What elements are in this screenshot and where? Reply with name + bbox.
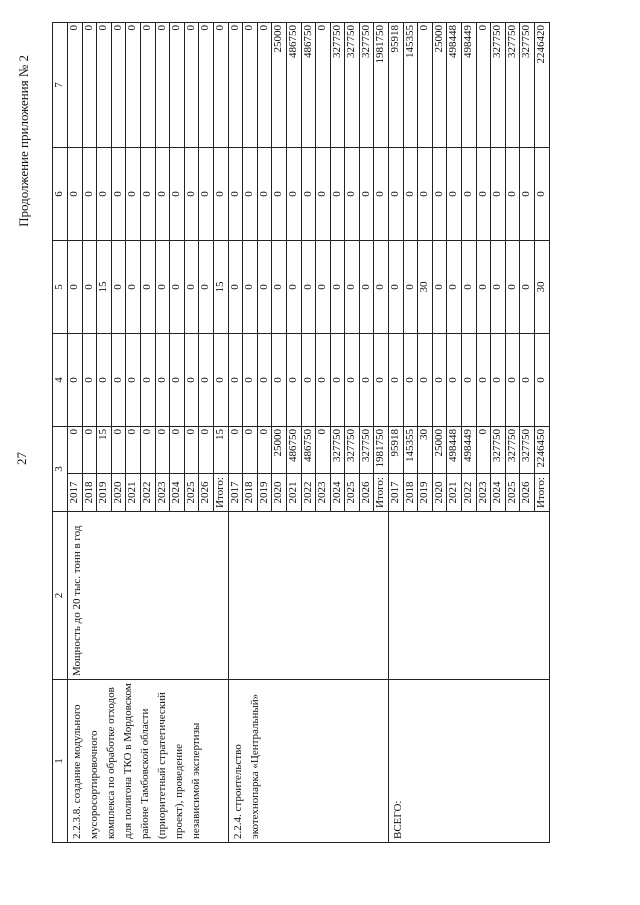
col3-value: 0 xyxy=(257,427,272,474)
col3-value: 486750 xyxy=(301,427,316,474)
year-cell: 2024 xyxy=(170,474,185,512)
col3-value: 0 xyxy=(170,427,185,474)
col4-value: 0 xyxy=(418,334,433,427)
col7-value: 327750 xyxy=(505,23,520,148)
col4-value: 0 xyxy=(140,334,155,427)
col5-value: 0 xyxy=(476,241,491,334)
col4-value: 0 xyxy=(491,334,506,427)
col5-value: 0 xyxy=(257,241,272,334)
col7-value: 0 xyxy=(140,23,155,148)
col7-value: 0 xyxy=(257,23,272,148)
year-cell: 2020 xyxy=(111,474,126,512)
year-cell: 2018 xyxy=(403,474,418,512)
year-cell: 2020 xyxy=(432,474,447,512)
col4-value: 0 xyxy=(316,334,331,427)
col3-value: 0 xyxy=(316,427,331,474)
col4-value: 0 xyxy=(213,334,228,427)
col3-value: 0 xyxy=(243,427,258,474)
col6-value: 0 xyxy=(505,148,520,241)
section-description xyxy=(389,512,550,680)
col6-value: 0 xyxy=(447,148,462,241)
year-cell: 2025 xyxy=(345,474,360,512)
col6-value: 0 xyxy=(286,148,301,241)
col3-value: 498449 xyxy=(462,427,477,474)
section-description: Мощность до 20 тыс. тонн в год xyxy=(68,512,229,680)
col7-value: 327750 xyxy=(330,23,345,148)
col6-value: 0 xyxy=(68,148,83,241)
year-cell: Итого: xyxy=(213,474,228,512)
col3-value: 327750 xyxy=(505,427,520,474)
col6-value: 0 xyxy=(213,148,228,241)
col7-value: 0 xyxy=(184,23,199,148)
year-cell: 2026 xyxy=(520,474,535,512)
table-row xyxy=(228,23,243,843)
year-cell: 2019 xyxy=(257,474,272,512)
col6-value: 0 xyxy=(535,148,550,241)
col7-value: 0 xyxy=(126,23,141,148)
col5-value: 30 xyxy=(418,241,433,334)
col6-value: 0 xyxy=(184,148,199,241)
year-cell: 2017 xyxy=(389,474,404,512)
col5-value: 0 xyxy=(301,241,316,334)
col7-value: 95918 xyxy=(389,23,404,148)
col7-value: 2246420 xyxy=(535,23,550,148)
col3-value: 0 xyxy=(228,427,243,474)
col5-value: 0 xyxy=(184,241,199,334)
year-cell: 2019 xyxy=(418,474,433,512)
col6-value: 0 xyxy=(476,148,491,241)
col6-value: 0 xyxy=(316,148,331,241)
col-header-2: 2 xyxy=(53,512,68,680)
col3-value: 0 xyxy=(140,427,155,474)
page-number: 27 xyxy=(14,452,29,465)
year-cell: 2017 xyxy=(68,474,83,512)
col4-value: 0 xyxy=(243,334,258,427)
col4-value: 0 xyxy=(330,334,345,427)
col7-value: 0 xyxy=(476,23,491,148)
col3-value: 15 xyxy=(97,427,112,474)
col6-value: 0 xyxy=(491,148,506,241)
col7-value: 1981750 xyxy=(374,23,389,148)
col7-value: 0 xyxy=(199,23,214,148)
col5-value: 0 xyxy=(389,241,404,334)
col-header-4: 4 xyxy=(53,334,68,427)
year-cell: 2021 xyxy=(447,474,462,512)
col7-value: 0 xyxy=(97,23,112,148)
col3-value: 2246450 xyxy=(535,427,550,474)
col4-value: 0 xyxy=(111,334,126,427)
col7-value: 145355 xyxy=(403,23,418,148)
col5-value: 0 xyxy=(447,241,462,334)
col6-value: 0 xyxy=(140,148,155,241)
col5-value: 0 xyxy=(286,241,301,334)
col7-value: 327750 xyxy=(359,23,374,148)
col4-value: 0 xyxy=(374,334,389,427)
col7-value: 0 xyxy=(82,23,97,148)
year-cell: Итого: xyxy=(535,474,550,512)
col6-value: 0 xyxy=(126,148,141,241)
col6-value: 0 xyxy=(330,148,345,241)
col5-value: 0 xyxy=(199,241,214,334)
col5-value: 0 xyxy=(155,241,170,334)
col7-value: 0 xyxy=(228,23,243,148)
col7-value: 25000 xyxy=(272,23,287,148)
col5-value: 0 xyxy=(403,241,418,334)
section-name: 2.2.3.8. создание модульного мусоросортировочного комплекса по обработке отходов для полигона ТКО в Мордовском районе Тамбовской области (приоритетный стратегический проект), проведение независимой экспертизы xyxy=(68,680,229,843)
col7-value: 327750 xyxy=(520,23,535,148)
col5-value: 0 xyxy=(330,241,345,334)
col4-value: 0 xyxy=(126,334,141,427)
col3-value: 30 xyxy=(418,427,433,474)
col5-value: 0 xyxy=(359,241,374,334)
col5-value: 0 xyxy=(520,241,535,334)
col4-value: 0 xyxy=(155,334,170,427)
col6-value: 0 xyxy=(389,148,404,241)
table-body xyxy=(68,23,550,843)
col3-value: 327750 xyxy=(491,427,506,474)
col5-value: 0 xyxy=(374,241,389,334)
col7-value: 0 xyxy=(243,23,258,148)
year-cell: 2023 xyxy=(316,474,331,512)
col5-value: 15 xyxy=(97,241,112,334)
col7-value: 486750 xyxy=(301,23,316,148)
col4-value: 0 xyxy=(505,334,520,427)
col6-value: 0 xyxy=(359,148,374,241)
col6-value: 0 xyxy=(97,148,112,241)
col-header-6: 6 xyxy=(53,148,68,241)
col7-value: 0 xyxy=(316,23,331,148)
col4-value: 0 xyxy=(228,334,243,427)
year-cell: 2018 xyxy=(82,474,97,512)
col4-value: 0 xyxy=(68,334,83,427)
col7-value: 486750 xyxy=(286,23,301,148)
col4-value: 0 xyxy=(82,334,97,427)
col3-value: 15 xyxy=(213,427,228,474)
year-cell: 2023 xyxy=(155,474,170,512)
col5-value: 0 xyxy=(170,241,185,334)
col5-value: 0 xyxy=(140,241,155,334)
col3-value: 0 xyxy=(476,427,491,474)
col4-value: 0 xyxy=(345,334,360,427)
col6-value: 0 xyxy=(520,148,535,241)
budget-table xyxy=(52,22,550,843)
col4-value: 0 xyxy=(301,334,316,427)
col7-value: 0 xyxy=(170,23,185,148)
col7-value: 327750 xyxy=(345,23,360,148)
col5-value: 0 xyxy=(491,241,506,334)
year-cell: Итого: xyxy=(374,474,389,512)
col3-value: 327750 xyxy=(345,427,360,474)
col7-value: 498448 xyxy=(447,23,462,148)
col3-value: 25000 xyxy=(432,427,447,474)
col3-value: 498448 xyxy=(447,427,462,474)
col6-value: 0 xyxy=(403,148,418,241)
table-row xyxy=(68,23,83,843)
col3-value: 0 xyxy=(126,427,141,474)
column-number-row xyxy=(53,23,68,843)
year-cell: 2025 xyxy=(184,474,199,512)
col5-value: 15 xyxy=(213,241,228,334)
col7-value: 327750 xyxy=(491,23,506,148)
year-cell: 2022 xyxy=(462,474,477,512)
col5-value: 30 xyxy=(535,241,550,334)
col4-value: 0 xyxy=(184,334,199,427)
year-cell: 2018 xyxy=(243,474,258,512)
section-name: 2.2.4. строительство экотехнопарка «Центральный» xyxy=(228,680,389,843)
col6-value: 0 xyxy=(345,148,360,241)
col6-value: 0 xyxy=(418,148,433,241)
year-cell: 2020 xyxy=(272,474,287,512)
col5-value: 0 xyxy=(126,241,141,334)
year-cell: 2026 xyxy=(359,474,374,512)
col6-value: 0 xyxy=(301,148,316,241)
col4-value: 0 xyxy=(199,334,214,427)
col5-value: 0 xyxy=(345,241,360,334)
col-header-1: 1 xyxy=(53,680,68,843)
col6-value: 0 xyxy=(82,148,97,241)
year-cell: 2019 xyxy=(97,474,112,512)
col5-value: 0 xyxy=(505,241,520,334)
col6-value: 0 xyxy=(111,148,126,241)
year-cell: 2022 xyxy=(140,474,155,512)
col4-value: 0 xyxy=(170,334,185,427)
col5-value: 0 xyxy=(272,241,287,334)
col7-value: 0 xyxy=(418,23,433,148)
col4-value: 0 xyxy=(462,334,477,427)
col3-value: 0 xyxy=(82,427,97,474)
col7-value: 0 xyxy=(68,23,83,148)
col5-value: 0 xyxy=(68,241,83,334)
col6-value: 0 xyxy=(199,148,214,241)
col6-value: 0 xyxy=(432,148,447,241)
col6-value: 0 xyxy=(170,148,185,241)
col3-value: 25000 xyxy=(272,427,287,474)
col6-value: 0 xyxy=(155,148,170,241)
col4-value: 0 xyxy=(359,334,374,427)
col4-value: 0 xyxy=(476,334,491,427)
year-cell: 2021 xyxy=(126,474,141,512)
col4-value: 0 xyxy=(272,334,287,427)
col6-value: 0 xyxy=(272,148,287,241)
col-header-7: 7 xyxy=(53,23,68,148)
col3-value: 1981750 xyxy=(374,427,389,474)
col4-value: 0 xyxy=(389,334,404,427)
year-cell: 2017 xyxy=(228,474,243,512)
col5-value: 0 xyxy=(82,241,97,334)
year-cell: 2025 xyxy=(505,474,520,512)
year-cell: 2024 xyxy=(491,474,506,512)
col5-value: 0 xyxy=(462,241,477,334)
col6-value: 0 xyxy=(228,148,243,241)
col3-value: 327750 xyxy=(330,427,345,474)
col4-value: 0 xyxy=(403,334,418,427)
col5-value: 0 xyxy=(243,241,258,334)
year-cell: 2022 xyxy=(301,474,316,512)
col5-value: 0 xyxy=(432,241,447,334)
year-cell: 2024 xyxy=(330,474,345,512)
col4-value: 0 xyxy=(257,334,272,427)
col3-value: 0 xyxy=(111,427,126,474)
col7-value: 0 xyxy=(111,23,126,148)
year-cell: 2021 xyxy=(286,474,301,512)
col4-value: 0 xyxy=(447,334,462,427)
col7-value: 25000 xyxy=(432,23,447,148)
col3-value: 145355 xyxy=(403,427,418,474)
col5-value: 0 xyxy=(228,241,243,334)
col4-value: 0 xyxy=(432,334,447,427)
col5-value: 0 xyxy=(316,241,331,334)
col6-value: 0 xyxy=(374,148,389,241)
col6-value: 0 xyxy=(462,148,477,241)
col3-value: 486750 xyxy=(286,427,301,474)
col5-value: 0 xyxy=(111,241,126,334)
col6-value: 0 xyxy=(243,148,258,241)
section-name: ВСЕГО: xyxy=(389,680,550,843)
col7-value: 498449 xyxy=(462,23,477,148)
col3-value: 327750 xyxy=(359,427,374,474)
table-row xyxy=(389,23,404,843)
section-description xyxy=(228,512,389,680)
col-header-3: 3 xyxy=(53,427,68,512)
col4-value: 0 xyxy=(520,334,535,427)
col3-value: 0 xyxy=(155,427,170,474)
col4-value: 0 xyxy=(97,334,112,427)
col3-value: 0 xyxy=(68,427,83,474)
col7-value: 0 xyxy=(213,23,228,148)
col4-value: 0 xyxy=(286,334,301,427)
col7-value: 0 xyxy=(155,23,170,148)
col3-value: 95918 xyxy=(389,427,404,474)
col-header-5: 5 xyxy=(53,241,68,334)
year-cell: 2023 xyxy=(476,474,491,512)
col3-value: 0 xyxy=(199,427,214,474)
col6-value: 0 xyxy=(257,148,272,241)
year-cell: 2026 xyxy=(199,474,214,512)
col3-value: 327750 xyxy=(520,427,535,474)
appendix-continuation-note: Продолжение приложения № 2 xyxy=(16,55,31,227)
col3-value: 0 xyxy=(184,427,199,474)
col4-value: 0 xyxy=(535,334,550,427)
